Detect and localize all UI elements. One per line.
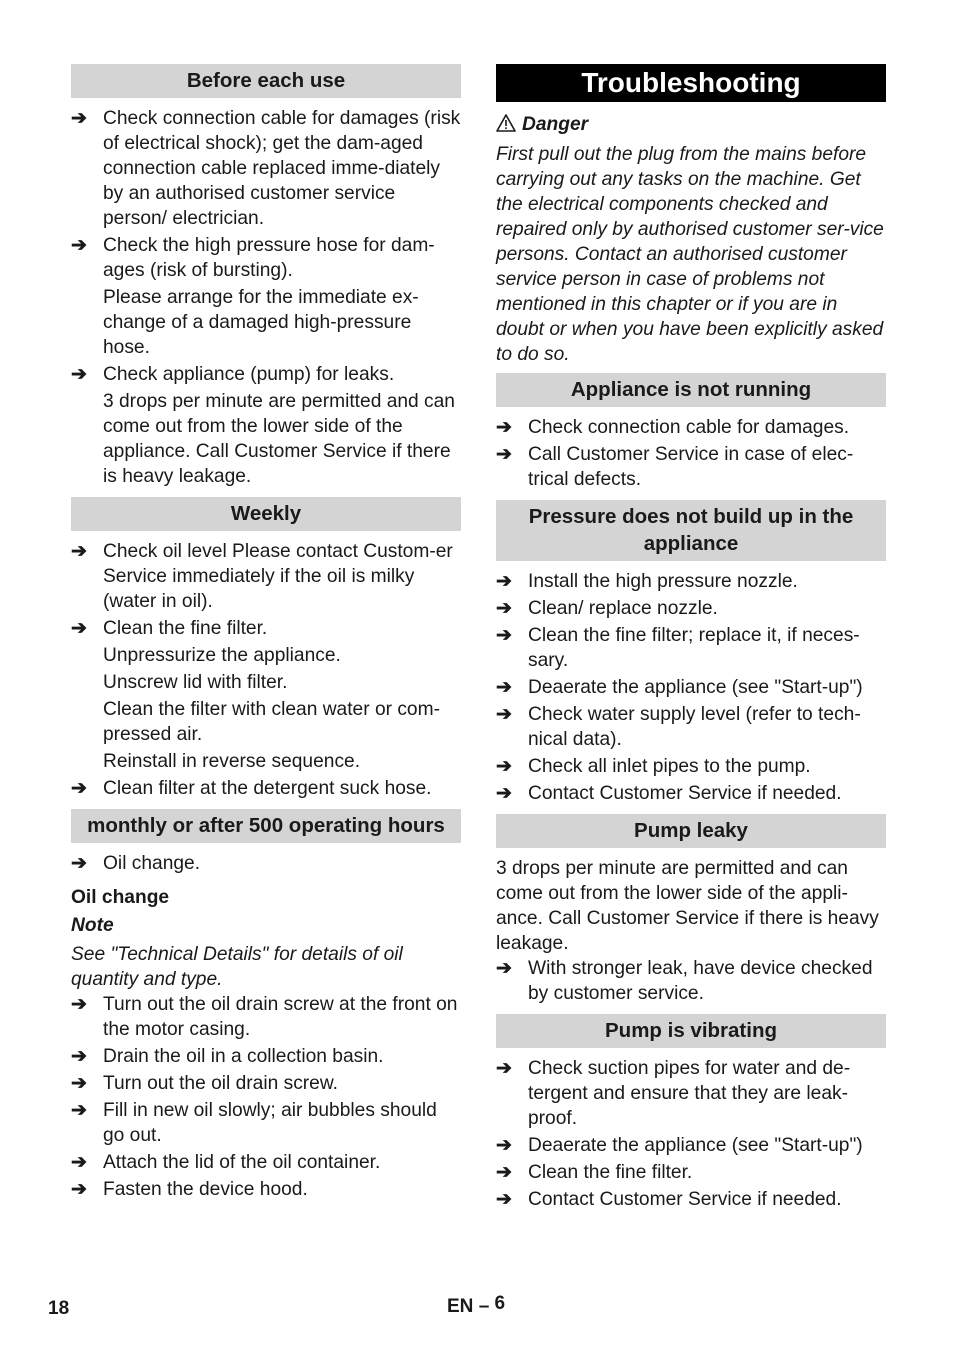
list-item: ➔ Drain the oil in a collection basin.	[71, 1046, 384, 1067]
arrow-right-icon: ➔	[496, 625, 513, 646]
list-item: ➔ Call Customer Service in case of elec-trical defects.	[496, 444, 854, 490]
arrow-right-icon: ➔	[71, 618, 88, 639]
list-item: ➔ Clean the fine filter; replace it, if neces-sary.	[496, 625, 860, 671]
arrow-right-icon: ➔	[71, 994, 88, 1015]
danger-text: First pull out the plug from the mains before carrying out any tasks on the machine. Get the electrical components checked and repaired only by authorised customer ser-vice persons. Contact an authorised customer service person in case of problems not mentioned in this chapter or if you are in doubt or when you have been explicitly asked to do so.	[496, 144, 884, 365]
danger-heading	[496, 112, 886, 140]
arrow-right-icon: ➔	[496, 1058, 513, 1079]
list-item: ➔ Check all inlet pipes to the pump.	[496, 756, 811, 777]
list-item: ➔ Contact Customer Service if needed.	[496, 783, 842, 804]
list-item: ➔ Deaerate the appliance (see "Start-up")	[496, 677, 863, 698]
arrow-right-icon: ➔	[496, 958, 513, 979]
list-item: ➔ Check suction pipes for water and de-tergent and ensure that they are leak-proof.	[496, 1058, 851, 1129]
oil-change-heading: Oil change	[71, 887, 170, 908]
section-heading-monthly: monthly or after 500 operating hours	[71, 809, 461, 843]
list-item: ➔ Fasten the device hood.	[71, 1179, 308, 1200]
arrow-right-icon: ➔	[71, 1073, 88, 1094]
list-item: ➔ Turn out the oil drain screw at the front on the motor casing.	[71, 994, 458, 1040]
arrow-right-icon: ➔	[496, 1189, 513, 1210]
language-code: EN	[447, 1296, 474, 1317]
left-column	[71, 64, 461, 1204]
pump-leaky-list	[496, 956, 886, 1006]
right-column	[496, 64, 886, 1214]
arrow-right-icon: ➔	[496, 1162, 513, 1183]
weekly-list	[71, 539, 461, 801]
footer-dash: –	[478, 1296, 490, 1317]
arrow-right-icon: ➔	[71, 541, 88, 562]
list-subtext: Clean the filter with clean water or com-pressed air.	[103, 699, 440, 745]
list-item: ➔ Check water supply level (refer to tech-nical data).	[496, 704, 861, 750]
page-title: Troubleshooting	[496, 64, 886, 102]
oil-change-steps	[71, 992, 461, 1202]
list-item: ➔ Oil change.	[71, 853, 201, 874]
arrow-right-icon: ➔	[496, 704, 513, 725]
list-subtext: 3 drops per minute are permitted and can come out from the lower side of the appliance. Call Customer Service if there is heavy leakage.	[103, 391, 455, 487]
note-label: Note	[71, 915, 114, 936]
arrow-right-icon: ➔	[71, 364, 88, 385]
section-heading-not-running: Appliance is not running	[496, 373, 886, 407]
before-each-use-list	[71, 106, 461, 489]
not-running-list	[496, 415, 886, 492]
list-subtext: Reinstall in reverse sequence.	[103, 751, 361, 772]
arrow-right-icon: ➔	[496, 783, 513, 804]
list-item: ➔ Attach the lid of the oil container.	[71, 1152, 381, 1173]
danger-label: Danger	[522, 114, 589, 135]
arrow-right-icon: ➔	[71, 1100, 88, 1121]
list-item: ➔ Clean filter at the detergent suck hose.	[71, 778, 432, 799]
arrow-right-icon: ➔	[71, 1152, 88, 1173]
warning-triangle-icon	[496, 114, 516, 140]
pump-leaky-text: 3 drops per minute are permitted and can come out from the lower side of the appli-ance. Call Customer Service if there is heavy leakage.	[496, 858, 879, 954]
sub-page-number: 6	[494, 1293, 506, 1314]
page-number: 18	[48, 1298, 70, 1319]
list-item: ➔ Clean/ replace nozzle.	[496, 598, 718, 619]
list-item: ➔ Clean the fine filter.	[496, 1162, 693, 1183]
section-heading-before-each-use: Before each use	[71, 64, 461, 98]
list-item: ➔ Check appliance (pump) for leaks.	[71, 364, 395, 385]
section-heading-weekly: Weekly	[71, 497, 461, 531]
pump-vibrating-list	[496, 1056, 886, 1212]
arrow-right-icon: ➔	[496, 756, 513, 777]
arrow-right-icon: ➔	[496, 677, 513, 698]
arrow-right-icon: ➔	[496, 1135, 513, 1156]
list-item: ➔ Install the high pressure nozzle.	[496, 571, 798, 592]
section-heading-pump-leaky: Pump leaky	[496, 814, 886, 848]
arrow-right-icon: ➔	[71, 1179, 88, 1200]
list-subtext: Unpressurize the appliance.	[103, 645, 341, 666]
arrow-right-icon: ➔	[71, 108, 88, 129]
arrow-right-icon: ➔	[71, 778, 88, 799]
note-text: See "Technical Details" for details of oil quantity and type.	[71, 944, 403, 990]
arrow-right-icon: ➔	[496, 598, 513, 619]
list-item: ➔ Check the high pressure hose for dam-ages (risk of bursting).	[71, 235, 435, 281]
list-item: ➔ Fill in new oil slowly; air bubbles should go out.	[71, 1100, 437, 1146]
pressure-list	[496, 569, 886, 806]
list-item: ➔ Clean the fine filter.	[71, 618, 268, 639]
list-item: ➔ Deaerate the appliance (see "Start-up")	[496, 1135, 863, 1156]
arrow-right-icon: ➔	[496, 444, 513, 465]
section-heading-pump-vibrating: Pump is vibrating	[496, 1014, 886, 1048]
arrow-right-icon: ➔	[496, 417, 513, 438]
list-item: ➔ Turn out the oil drain screw.	[71, 1073, 338, 1094]
list-subtext: Please arrange for the immediate ex-change of a damaged high-pressure hose.	[103, 287, 419, 358]
list-item: ➔ With stronger leak, have device checked by customer service.	[496, 958, 873, 1004]
list-subtext: Unscrew lid with filter.	[103, 672, 288, 693]
arrow-right-icon: ➔	[496, 571, 513, 592]
list-item: ➔ Check oil level Please contact Custom-er Service immediately if the oil is milky (water in oil).	[71, 541, 453, 612]
page-footer-center	[447, 1293, 506, 1318]
monthly-list	[71, 851, 461, 876]
list-item: ➔ Check connection cable for damages.	[496, 417, 850, 438]
list-item: ➔ Contact Customer Service if needed.	[496, 1189, 842, 1210]
list-item: ➔ Check connection cable for damages (risk of electrical shock); get the dam-aged connection cable replaced imme-diately by an authorised customer service person/ electrician.	[71, 108, 461, 229]
arrow-right-icon: ➔	[71, 235, 88, 256]
arrow-right-icon: ➔	[71, 1046, 88, 1067]
section-heading-pressure: Pressure does not build up in the appliance	[496, 500, 886, 561]
arrow-right-icon: ➔	[71, 853, 88, 874]
